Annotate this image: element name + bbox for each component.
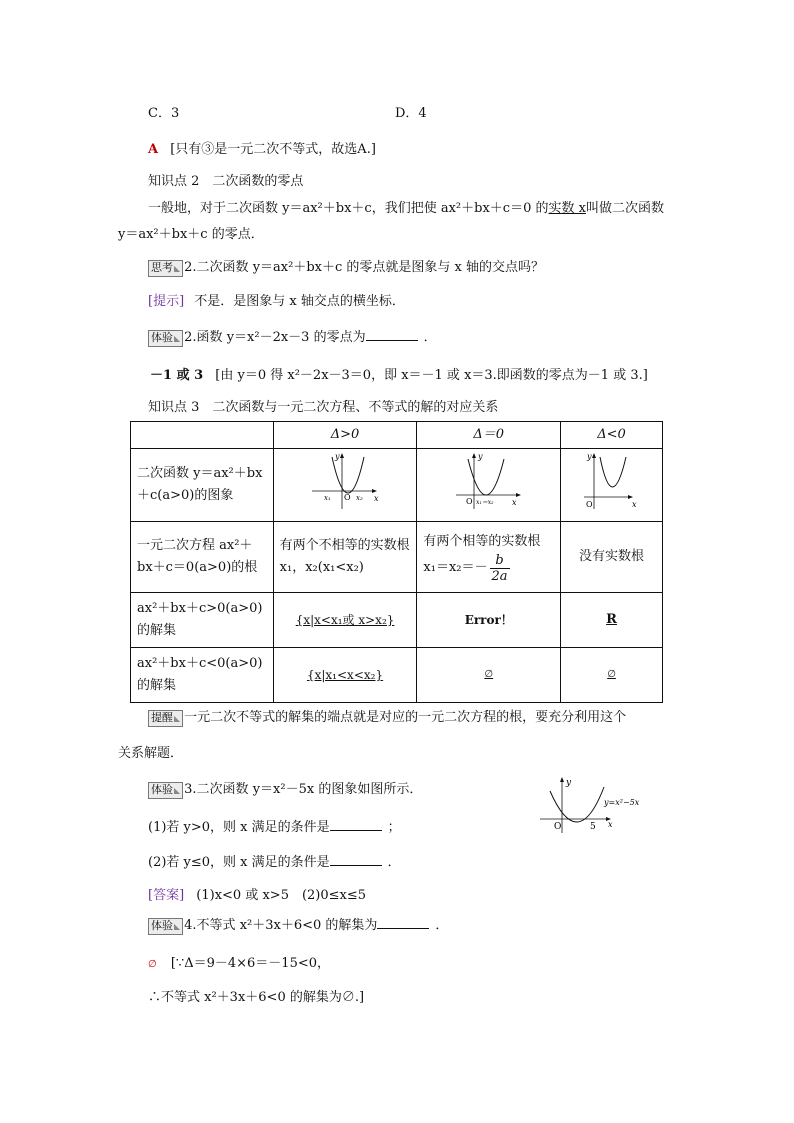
roots-equal xyxy=(417,522,561,593)
knowledge-3-heading: 知识点 3 二次函数与一元二次方程、不等式的解的对应关系 xyxy=(148,400,499,415)
answer-explanation: [只有③是一元二次不等式，故选A.] xyxy=(170,142,376,157)
think-block xyxy=(148,256,544,277)
experience-3-q1 xyxy=(148,816,401,835)
solution-gt-none: R xyxy=(561,593,663,648)
answer-1 xyxy=(148,138,376,157)
parabola-two-roots-graph xyxy=(310,451,380,511)
table-row-less xyxy=(131,648,663,703)
remind-text-1: 一元二次不等式的解集的端点就是对应的一元二次方程的根，要充分利用这个 xyxy=(184,710,627,725)
svg-text:O: O xyxy=(554,822,562,832)
row-label-greater: ax²＋bx＋c>0(a>0)的解集 xyxy=(131,593,274,648)
answer-3 xyxy=(148,884,366,903)
answer-blank xyxy=(366,328,418,341)
graph-two-roots-cell xyxy=(273,449,417,522)
fraction-denominator: 2a xyxy=(491,568,508,584)
solution-gt-two: {x|x<x₁或 x>x₂} xyxy=(273,593,417,648)
svg-text:x: x xyxy=(511,498,517,507)
svg-text:x: x xyxy=(631,500,637,509)
experience-4-end: ． xyxy=(435,918,449,933)
remind-block xyxy=(148,706,626,727)
roots-equal-lhs: x₁＝x₂＝－ xyxy=(423,560,488,575)
solution-gt-equal: Error！ xyxy=(417,593,561,648)
graph-one-root-cell xyxy=(417,449,561,522)
svg-text:O: O xyxy=(465,497,473,506)
answer-3-text: (1)x<0 或 x>5 (2)0≤x≤5 xyxy=(196,888,367,903)
svg-text:5: 5 xyxy=(590,822,596,832)
table-header-row xyxy=(131,422,663,449)
solution-lt-two: {x|x₁<x<x₂} xyxy=(273,648,417,703)
table-corner-cell xyxy=(131,422,274,449)
knowledge-2-line1 xyxy=(148,197,664,216)
answer-2 xyxy=(150,364,648,383)
answer-blank xyxy=(330,853,382,866)
k2-text-b: 叫做二次函数 xyxy=(585,201,664,216)
svg-text:x: x xyxy=(608,820,613,829)
svg-text:O: O xyxy=(344,493,351,502)
remind-text-2: 关系解题． xyxy=(118,746,184,761)
experience-2-end: ． xyxy=(423,330,437,345)
experience-tag: 体验 ◣ xyxy=(148,782,183,799)
graph-no-root-cell xyxy=(561,449,663,522)
answer-letter: A xyxy=(148,142,159,157)
answer-4-text-1: [∵Δ＝9－4×6＝－15<0， xyxy=(170,956,331,971)
row-label-graph: 二次函数 y＝ax²＋bx＋c(a>0)的图象 xyxy=(131,449,274,522)
experience-2-text: 2.函数 y＝x²－2x－3 的零点为 xyxy=(184,330,366,345)
experience-tag: 体验 ◣ xyxy=(148,918,183,935)
roots-equal-text: 有两个相等的实数根 xyxy=(423,533,541,549)
experience-4-text: 4.不等式 x²＋3x＋6<0 的解集为 xyxy=(184,918,378,933)
hint-block xyxy=(148,290,405,309)
experience-3-q2 xyxy=(148,851,401,870)
option-d: D．4 xyxy=(395,106,427,121)
answer-blank xyxy=(377,916,429,929)
remind-tag: 提醒 ◣ xyxy=(148,710,183,727)
fraction xyxy=(490,553,510,584)
experience-3 xyxy=(148,778,422,799)
svg-text:x₁＝x₂: x₁＝x₂ xyxy=(475,499,494,506)
svg-text:y: y xyxy=(477,452,483,461)
correspondence-table xyxy=(130,421,663,703)
think-text: 2.二次函数 y＝ax²＋bx＋c 的零点就是图象与 x 轴的交点吗？ xyxy=(184,260,544,275)
answer-3-label: [答案] xyxy=(148,888,185,903)
answer-2-value: －1 或 3 xyxy=(150,368,204,383)
experience-tag: 体验 ◣ xyxy=(148,330,183,347)
answer-4-line2: ∴不等式 x²＋3x＋6<0 的解集为∅.] xyxy=(148,990,365,1005)
empty-set-symbol: ∅ xyxy=(148,959,157,970)
knowledge-2-line2: y＝ax²＋bx＋c 的零点． xyxy=(118,227,264,242)
solution-lt-none: ∅ xyxy=(561,648,663,703)
answer-2-text: [由 y＝0 得 x²－2x－3＝0，即 x＝－1 或 x＝3.即函数的零点为－1 或 3.] xyxy=(215,368,648,383)
roots-none: 没有实数根 xyxy=(561,522,663,593)
header-delta-positive: Δ>0 xyxy=(273,422,417,449)
svg-text:y=x²−5x: y=x²−5x xyxy=(604,798,640,807)
row-label-roots: 一元二次方程 ax²＋bx＋c＝0(a>0)的根 xyxy=(131,522,274,593)
svg-text:O: O xyxy=(585,500,593,509)
table-row-graph xyxy=(131,449,663,522)
answer-blank xyxy=(330,818,382,831)
svg-text:y: y xyxy=(335,452,340,461)
svg-text:y: y xyxy=(586,452,592,461)
hint-text: 不是．是图象与 x 轴交点的横坐标． xyxy=(194,294,405,309)
svg-text:x₂: x₂ xyxy=(356,494,363,502)
k2-text-a: 一般地，对于二次函数 y＝ax²＋bx＋c，我们把使 ax²＋bx＋c＝0 的 xyxy=(148,201,549,216)
row-label-less: ax²＋bx＋c<0(a>0)的解集 xyxy=(131,648,274,703)
roots-two: 有两个不相等的实数根 x₁，x₂(x₁<x₂) xyxy=(273,522,417,593)
table-row-greater xyxy=(131,593,663,648)
svg-text:x₁: x₁ xyxy=(324,494,331,502)
table-row-roots xyxy=(131,522,663,593)
knowledge-2-heading: 知识点 2 二次函数的零点 xyxy=(148,174,304,189)
svg-text:x: x xyxy=(374,494,379,503)
fraction-numerator: b xyxy=(495,552,504,568)
experience-4 xyxy=(148,914,448,935)
experience-3-text: 3.二次函数 y＝x²－5x 的图象如图所示． xyxy=(184,782,423,797)
roots-equal-formula xyxy=(423,553,554,584)
svg-text:y: y xyxy=(566,778,572,788)
think-tag: 思考 ◣ xyxy=(148,260,183,277)
option-c: C．3 xyxy=(148,106,180,121)
q1-text: (1)若 y>0，则 x 满足的条件是 xyxy=(148,820,330,835)
solution-lt-equal: ∅ xyxy=(417,648,561,703)
q2-end: ． xyxy=(387,855,401,870)
parabola-one-root-graph xyxy=(454,451,524,511)
q2-text: (2)若 y≤0，则 x 满足的条件是 xyxy=(148,855,330,870)
header-delta-negative: Δ<0 xyxy=(561,422,663,449)
experience-2 xyxy=(148,326,437,347)
hint-label: [提示] xyxy=(148,294,185,309)
header-delta-zero: Δ＝0 xyxy=(417,422,561,449)
q1-end: ； xyxy=(387,820,401,835)
answer-4-line1 xyxy=(148,952,330,971)
parabola-x2-5x-graph xyxy=(538,775,648,835)
parabola-no-root-graph xyxy=(582,451,642,511)
k2-underlined: 实数 x xyxy=(548,201,586,216)
